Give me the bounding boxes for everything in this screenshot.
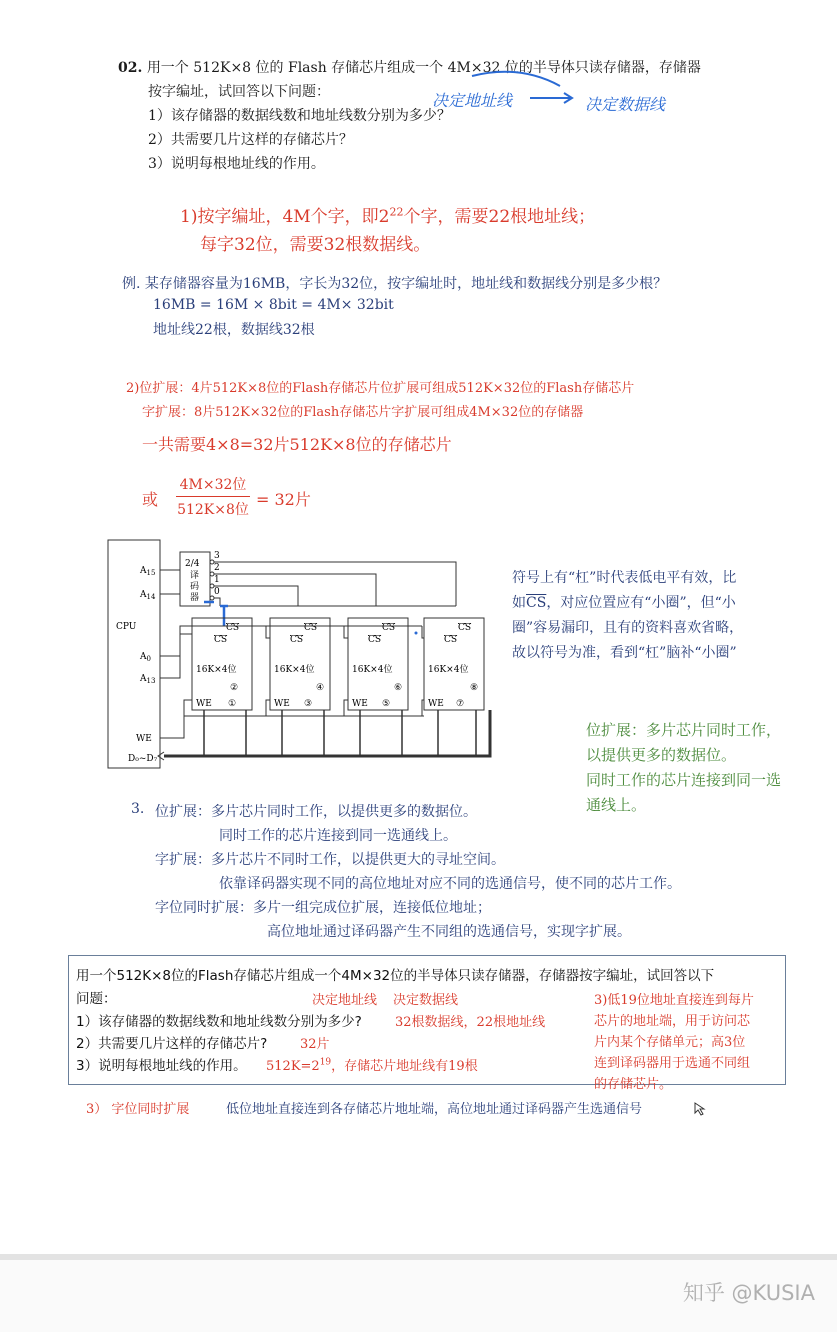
q02-line2: 按字编址，试回答以下问题： <box>148 84 330 100</box>
answer2-line2: 字扩展：8片512K×32位的Flash存储芯片字扩展可组成4M×32位的存储器 <box>142 405 584 420</box>
chip-we: WE <box>196 699 212 709</box>
answer1-line2: 每字32位，需要32根数据线。 <box>200 235 431 255</box>
note-cs: $\overline{CS}$ <box>526 595 547 611</box>
note-line-4: 故以符号为准，看到“杠”脑补“小圈” <box>512 645 737 661</box>
chip-num: ⑧ <box>470 683 479 693</box>
chip5-cs: CS <box>368 635 382 645</box>
q02-text: 用一个 512K×8 位的 Flash 存储芯片组成一个 4M×32 位的半导体只读存储器，存储器 <box>146 60 701 76</box>
chip-label: 16K×4位 <box>274 665 315 675</box>
box-a1: 32根数据线，22根地址线 <box>395 1015 546 1030</box>
q02-sub2: 2）共需要几片这样的存储芯片？ <box>148 132 353 148</box>
note-line-1: 符号上有“杠”时代表低电平有效，比 <box>512 570 737 586</box>
green-line-3: 同时工作的芯片连接到同一选 <box>586 771 782 789</box>
box-side-line: 连到译码器用于选通不同组 <box>594 1056 751 1071</box>
chip-group-2 <box>270 618 330 710</box>
mouse-cursor-icon <box>694 1102 706 1116</box>
box-q3: 3）说明每根地址线的作用。 <box>76 1058 247 1074</box>
note-line-2: 如$\overline{CS}$，对应位置应有“小圈”，但“小 <box>512 595 736 611</box>
chip3-cs: CS <box>290 635 304 645</box>
zhihu-watermark: 知乎 @KUSIA <box>682 1281 815 1305</box>
handwriting-data: 决定数据线 <box>585 95 666 114</box>
section3-l2: 同时工作的芯片连接到同一选通线上。 <box>219 828 457 844</box>
note-line-3: 圈”容易漏印，且有的资料喜欢省略， <box>512 620 744 636</box>
box-title-2: 问题： <box>76 991 117 1007</box>
section3-l5: 字位同时扩展：多片一组完成位扩展，连接低位地址； <box>155 900 491 916</box>
box-tag-data: 决定数据线 <box>393 993 459 1008</box>
chip-group-3 <box>348 618 408 710</box>
chip-num: ② <box>230 683 239 693</box>
box-q2: 2）共需要几片这样的存储芯片? <box>76 1036 268 1052</box>
decoder-out-2: 2 <box>214 563 220 573</box>
answer2-fraction <box>176 474 250 519</box>
chip-num: ④ <box>316 683 325 693</box>
section3-l6: 高位地址通过译码器产生不同组的选通信号，实现字扩展。 <box>267 924 631 940</box>
decoder-label-2: 译 <box>190 571 200 581</box>
fraction-numerator: 4M×32位 <box>176 474 250 497</box>
chip8-cs: CS <box>458 623 472 633</box>
q02-sub3: 3）说明每根地址线的作用。 <box>148 156 325 172</box>
memory-expansion-diagram <box>106 538 496 773</box>
chip-we: WE <box>274 699 290 709</box>
answer1-line1 <box>180 202 595 227</box>
chip1-cs: CS <box>214 635 228 645</box>
box-side-line: 的存储芯片。 <box>594 1077 673 1092</box>
decoder-label-3: 码 <box>190 582 200 592</box>
footer-text: 低位地址直接连到各存储芯片地址端，高位地址通过译码器产生选通信号 <box>226 1102 643 1117</box>
a14-label: $A_{14}$ <box>140 590 156 601</box>
chip-num: ⑦ <box>456 699 465 709</box>
chip-label: 16K×4位 <box>352 665 393 675</box>
green-line-2: 以提供更多的数据位。 <box>586 746 737 764</box>
section3-l4: 依靠译码器实现不同的高位地址对应不同的选通信号，使不同的芯片工作。 <box>219 876 681 892</box>
decoder-label-4: 器 <box>190 593 200 603</box>
chip-group-4 <box>424 618 484 710</box>
chip-num: ⑤ <box>382 699 391 709</box>
answer1-post: 个字，需要22根地址线； <box>403 207 596 227</box>
green-note <box>586 718 781 818</box>
chip-we: WE <box>352 699 368 709</box>
q02-sub1: 1）该存储器的数据线数和地址线数分别为多少？ <box>148 108 451 124</box>
answer2-line1: 2)位扩展：4片512K×8位的Flash存储芯片位扩展可组成512K×32位的Flash存储芯片 <box>126 381 635 396</box>
a15-label: $A_{15}$ <box>140 566 156 577</box>
fraction-result: = 32片 <box>256 490 311 509</box>
fraction-denominator: 512K×8位 <box>177 502 249 518</box>
chip6-cs: CS <box>382 623 396 633</box>
answer1-sup: 22 <box>389 205 404 219</box>
chip4-cs: CS <box>304 623 318 633</box>
section3-l3: 字扩展：多片芯片不同时工作，以提供更大的寻址空间。 <box>155 852 505 868</box>
chip-num: ① <box>228 699 237 709</box>
answer1-pre: 1)按字编址，4M个字，即2 <box>180 207 390 227</box>
box-a3-pre: 512K=2 <box>266 1059 320 1074</box>
example-title: 例. 某存储器容量为16MB，字长为32位，按字编址时，地址线和数据线分别是多少根？ <box>122 276 668 292</box>
green-line-1: 位扩展：多片芯片同时工作， <box>586 721 782 739</box>
chip-num: ⑥ <box>394 683 403 693</box>
box-side-line: 片内某个存储单元；高3位 <box>594 1035 746 1050</box>
q02-number: 02. <box>118 60 143 76</box>
box-title-1: 用一个512K×8位的Flash存储芯片组成一个4M×32位的半导体只读存储器，存储器按字编址，试回答以下 <box>76 968 715 984</box>
box-a2: 32片 <box>300 1037 330 1052</box>
box-side-line: 3)低19位地址直接连到每片 <box>594 993 754 1008</box>
example-formula: 16MB = 16M × 8bit = 4M× 32bit <box>153 297 394 313</box>
answer2-or: 或 <box>142 490 159 509</box>
a0-label: $A_0$ <box>140 652 151 663</box>
box-a3-sup: 19 <box>319 1057 332 1068</box>
example-result: 地址线22根，数据线32根 <box>153 322 315 338</box>
we-label: WE <box>136 734 152 744</box>
box-tag-address: 决定地址线 <box>312 993 378 1008</box>
section3-number: 3. <box>131 801 145 817</box>
box-side-line: 芯片的地址端，用于访问芯 <box>594 1014 751 1029</box>
green-line-4: 通线上。 <box>586 796 647 814</box>
box-a3 <box>266 1055 478 1074</box>
chip2-cs: CS <box>226 623 240 633</box>
answer2-line3: 一共需要4×8=32片512K×8位的存储芯片 <box>142 435 452 454</box>
handwriting-address: 决定地址线 <box>432 91 513 110</box>
data-bus-label: D₀~D₇ <box>128 754 158 764</box>
a13-label: $A_{13}$ <box>140 674 156 685</box>
box-a3-post: ，存储芯片地址线有19根 <box>331 1059 478 1074</box>
chip-num: ③ <box>304 699 313 709</box>
decoder-out-3: 3 <box>214 551 220 561</box>
section3-l1: 位扩展：多片芯片同时工作，以提供更多的数据位。 <box>155 804 477 820</box>
footer-label: 3） 字位同时扩展 <box>86 1102 190 1117</box>
chip-label: 16K×4位 <box>196 665 237 675</box>
chip-label: 16K×4位 <box>428 665 469 675</box>
bar-symbol-note <box>512 566 743 666</box>
cpu-label: CPU <box>116 622 137 632</box>
box-q1: 1）该存储器的数据线数和地址线数分别为多少? <box>76 1014 362 1030</box>
chip7-cs: CS <box>444 635 458 645</box>
chip-group-1 <box>192 618 252 710</box>
decoder-label-1: 2/4 <box>185 559 200 569</box>
decoder-out-1: 1 <box>214 575 220 585</box>
chip-we: WE <box>428 699 444 709</box>
box-side-answer <box>594 990 754 1095</box>
decoder-out-0: 0 <box>214 587 220 597</box>
